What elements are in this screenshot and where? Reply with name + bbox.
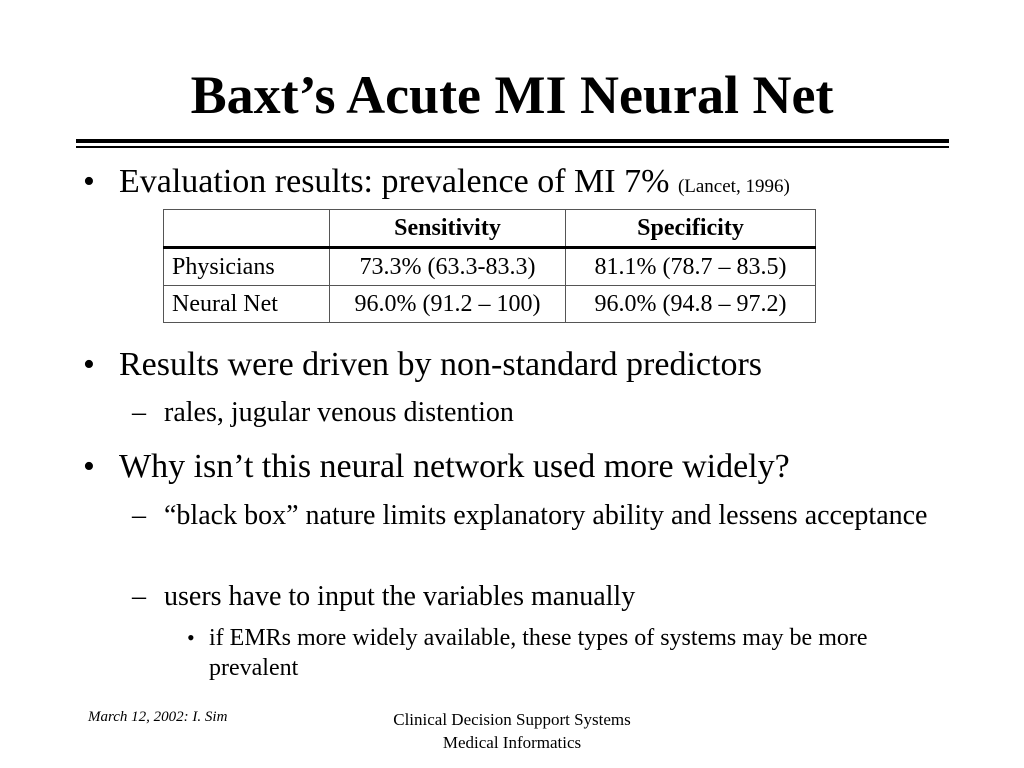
bullet-marker: • xyxy=(83,163,95,200)
table-cell: 96.0% (91.2 – 100) xyxy=(330,286,566,323)
bullet-marker: • xyxy=(83,448,95,485)
dash-marker: – xyxy=(132,581,146,612)
table-header-cell: Sensitivity xyxy=(330,210,566,248)
bullet-text: Why isn’t this neural network used more widely? xyxy=(119,448,790,485)
table-cell: 81.1% (78.7 – 83.5) xyxy=(566,248,816,286)
table-header-cell xyxy=(164,210,330,248)
footer-course-title: Clinical Decision Support Systems xyxy=(393,710,631,729)
results-table xyxy=(163,209,816,323)
bullet-why-not-used xyxy=(83,447,790,487)
sub-sub-bullet-text: if EMRs more widely available, these types of systems may be more prevalent xyxy=(209,625,868,681)
sub-bullet-text: “black box” nature limits explanatory ability and lessens acceptance xyxy=(164,500,928,531)
slide-title: Baxt’s Acute MI Neural Net xyxy=(190,65,834,125)
table-cell: Physicians xyxy=(164,248,330,286)
citation: (Lancet, 1996) xyxy=(677,176,790,197)
dash-marker: – xyxy=(132,500,146,531)
dash-marker: – xyxy=(132,397,146,428)
table-cell: 73.3% (63.3-83.3) xyxy=(330,248,566,286)
sub-sub-bullet-emrs xyxy=(187,623,949,683)
bullet-text: Evaluation results: prevalence of MI 7% xyxy=(119,163,670,200)
table-header-row xyxy=(164,210,816,248)
footer-course xyxy=(362,708,662,754)
footer-course-subtitle: Medical Informatics xyxy=(442,733,582,752)
sub-bullet-manual-input xyxy=(132,579,954,615)
bullet-results-driven xyxy=(83,345,762,385)
table-header-cell: Specificity xyxy=(566,210,816,248)
footer-date-author: March 12, 2002: I. Sim xyxy=(88,709,228,725)
sub-bullet-text: rales, jugular venous distention xyxy=(164,397,514,428)
table-cell: 96.0% (94.8 – 97.2) xyxy=(566,286,816,323)
table-cell: Neural Net xyxy=(164,286,330,323)
bullet-text: Results were driven by non-standard predictors xyxy=(119,346,762,383)
title-divider-thin xyxy=(76,146,949,148)
table-row xyxy=(164,286,816,323)
bullet-marker: • xyxy=(187,625,195,650)
sub-bullet-predictors xyxy=(132,395,964,431)
table-row xyxy=(164,248,816,286)
title-divider-thick xyxy=(76,139,949,143)
bullet-evaluation-results xyxy=(83,162,790,207)
sub-bullet-text: users have to input the variables manually xyxy=(164,581,636,612)
sub-bullet-black-box xyxy=(132,498,954,534)
bullet-marker: • xyxy=(83,346,95,383)
